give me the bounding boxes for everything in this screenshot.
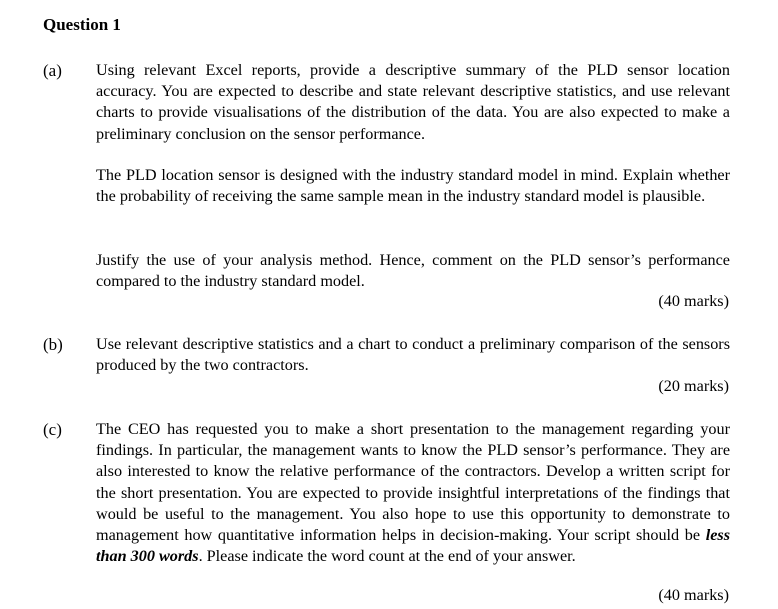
part-c-marks: (40 marks) xyxy=(658,586,729,604)
part-a-label: (a) xyxy=(43,61,62,80)
part-a-paragraph-1: Using relevant Excel reports, provide a descriptive summary of the PLD sensor location accuracy. You are expected to describe and state relevant descriptive statistics, and use relevant charts to provide visualisations of the distribution of the data. You are also expected to make a preliminary conclusion on the sensor performance. xyxy=(96,61,730,143)
part-a-paragraph-3: Justify the use of your analysis method. Hence, comment on the PLD sensor’s performance compared to the industry standard model. xyxy=(96,251,730,291)
part-c-text-start: The CEO has requested you to make a short presentation to the management regarding your findings. In particular, the management wants to know the PLD sensor’s performance. They are also interested to know the relative performance of the contractors. Develop a written script for the short presentation. You are expected to provide insightful interpretations of the findings that would be useful to the management. You also hope to use this opportunity to demonstrate to management how quantitative information helps in decision-making. Your script should be xyxy=(96,420,730,545)
part-a-marks: (40 marks) xyxy=(658,292,729,310)
part-a-paragraph-2: The PLD location sensor is designed with the industry standard model in mind. Explain whether the probability of receiving the same sample mean in the industry standard model is plausible. xyxy=(96,166,730,206)
part-c-word-limit: less than 300 words xyxy=(96,526,730,566)
part-c-label: (c) xyxy=(43,420,62,439)
part-c-text-end: . Please indicate the word count at the end of your answer. xyxy=(198,547,576,566)
question-heading: Question 1 xyxy=(43,15,121,34)
part-b-label: (b) xyxy=(43,335,63,354)
part-b-marks: (20 marks) xyxy=(658,377,729,395)
part-c-paragraph-1 xyxy=(96,419,730,567)
part-b-paragraph-1: Use relevant descriptive statistics and a chart to conduct a preliminary comparison of the sensors produced by the two contractors. xyxy=(96,335,730,375)
